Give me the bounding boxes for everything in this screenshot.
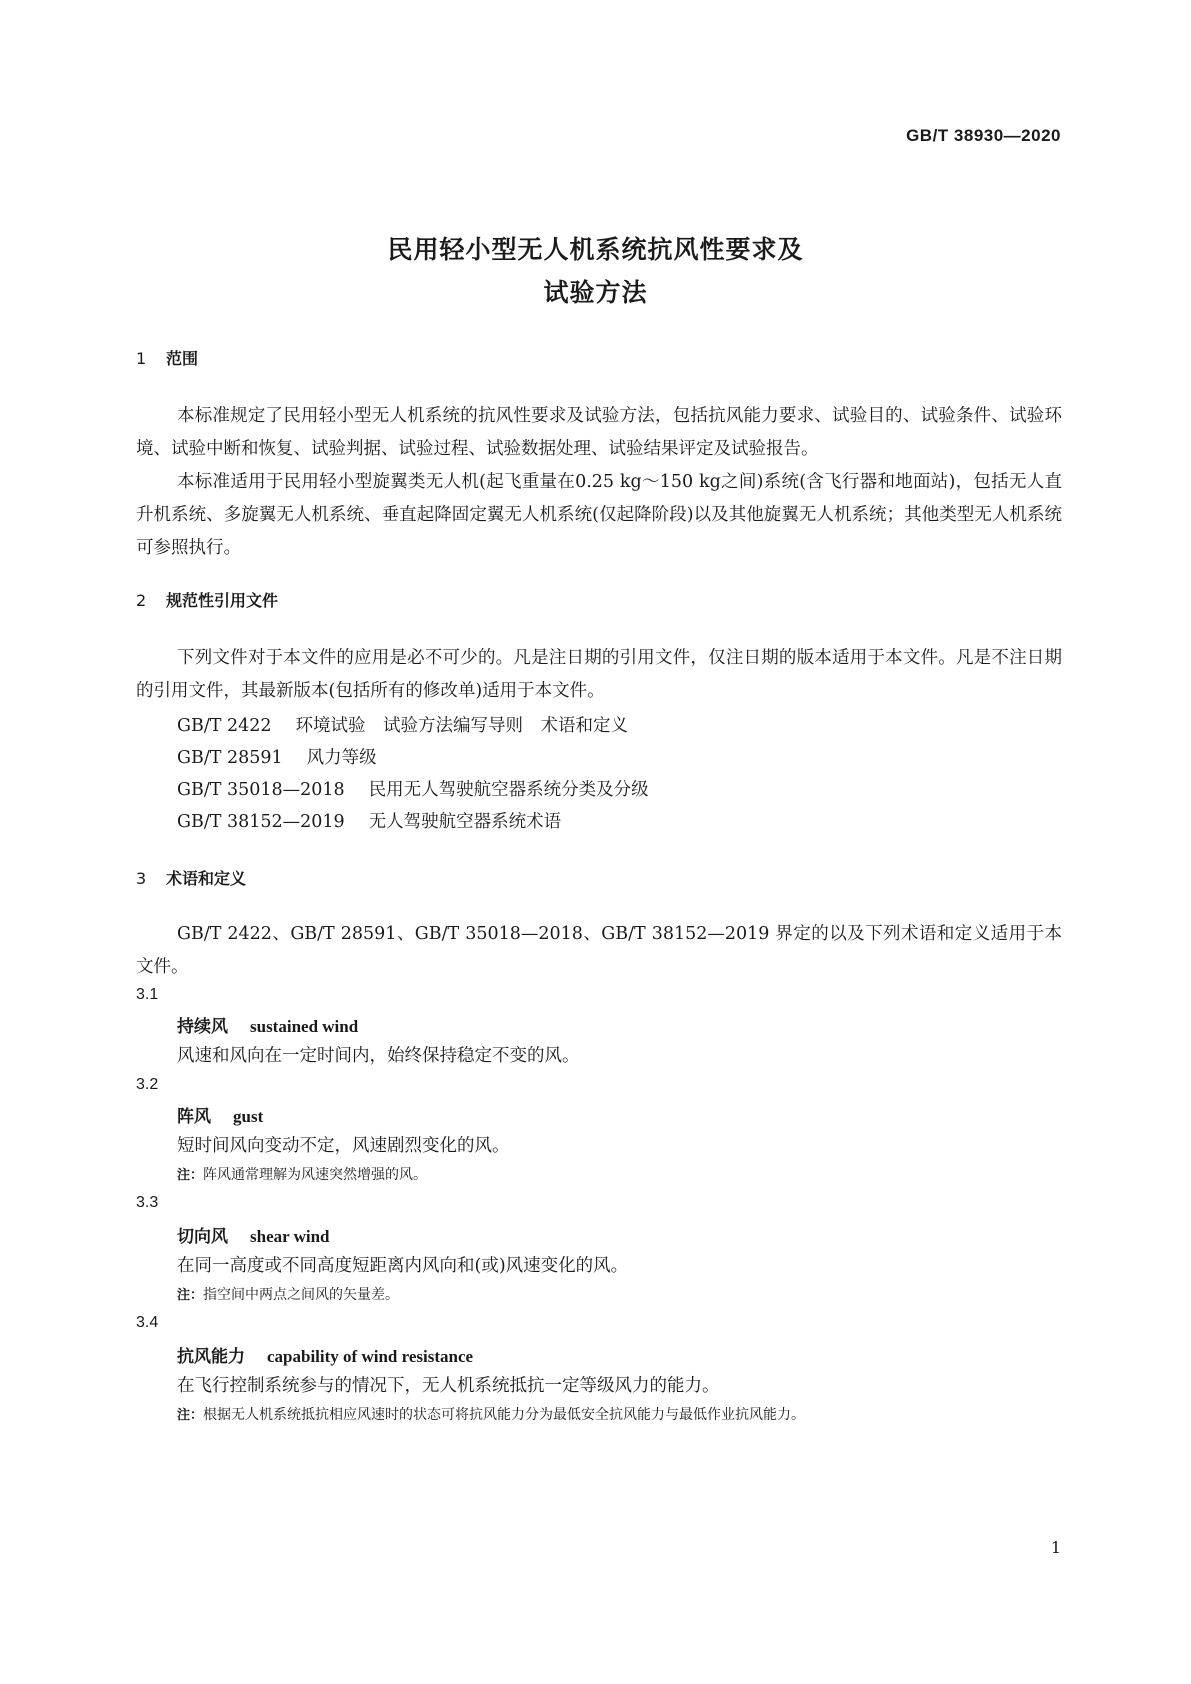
term-english: gust	[233, 1107, 264, 1126]
note-label: 注：	[177, 1168, 204, 1183]
note-text: 根据无人机系统抵抗相应风速时的状态可将抗风能力分为最低安全抗风能力与最低作业抗风能力。	[203, 1407, 806, 1423]
note-label: 注：	[177, 1408, 204, 1423]
term-chinese: 阵风	[177, 1107, 211, 1127]
section-number: 3	[136, 869, 147, 888]
term-definition: 在同一高度或不同高度短距离内风向和(或)风速变化的风。	[177, 1256, 629, 1276]
term-heading	[177, 1222, 330, 1247]
section-heading-3	[136, 866, 246, 889]
term-chinese: 持续风	[177, 1017, 228, 1037]
term-chinese: 切向风	[177, 1227, 228, 1247]
term-note	[177, 1404, 805, 1424]
term-note	[177, 1284, 399, 1304]
reference-name: 无人驾驶航空器系统术语	[368, 812, 562, 832]
note-text: 指空间中两点之间风的矢量差。	[203, 1287, 400, 1303]
paragraph-normative-refs: 下列文件对于本文件的应用是必不可少的。凡是注日期的引用文件，仅注日期的版本适用于本文件。凡是不注日期的引用文件，其最新版本(包括所有的修改单)适用于本文件。	[136, 648, 1062, 701]
section-number: 2	[136, 591, 147, 610]
reference-item	[177, 744, 377, 769]
section-title: 规范性引用文件	[166, 591, 279, 610]
section-number: 1	[136, 349, 147, 368]
reference-item	[177, 808, 561, 833]
term-definition: 风速和风向在一定时间内，始终保持稳定不变的风。	[177, 1046, 580, 1066]
paragraph-terms-intro: GB/T 2422、GB/T 28591、GB/T 35018—2018、GB/T 38152—2019 界定的以及下列术语和定义适用于本文件。	[136, 924, 1062, 977]
term-chinese: 抗风能力	[177, 1347, 245, 1367]
document-title	[0, 228, 1191, 314]
section-title: 范围	[166, 349, 199, 368]
reference-name: 风力等级	[306, 748, 377, 768]
clause-number: 3.3	[136, 1194, 159, 1211]
reference-name: 民用无人驾驶航空器系统分类及分级	[368, 780, 649, 800]
term-english: capability of wind resistance	[267, 1347, 474, 1366]
note-text: 阵风通常理解为风速突然增强的风。	[203, 1167, 428, 1183]
reference-item	[177, 776, 649, 801]
term-heading	[177, 1102, 263, 1127]
title-line-1: 民用轻小型无人机系统抗风性要求及	[387, 235, 804, 264]
reference-code: GB/T 28591	[177, 748, 283, 768]
reference-code: GB/T 38152—2019	[177, 812, 345, 832]
term-english: shear wind	[250, 1227, 330, 1246]
section-title: 术语和定义	[166, 869, 247, 888]
paragraph-scope-1: 本标准规定了民用轻小型无人机系统的抗风性要求及试验方法，包括抗风能力要求、试验目的、试验条件、试验环境、试验中断和恢复、试验判据、试验过程、试验数据处理、试验结果评定及试验报告。	[136, 406, 1062, 459]
term-english: sustained wind	[250, 1017, 359, 1036]
reference-item	[177, 712, 628, 737]
reference-name: 环境试验 试验方法编写导则 术语和定义	[295, 716, 629, 736]
title-line-2: 试验方法	[543, 278, 648, 307]
note-label: 注：	[177, 1288, 204, 1303]
clause-number: 3.1	[136, 986, 159, 1003]
standard-code: GB/T 38930—2020	[906, 126, 1061, 145]
section-heading-2	[136, 588, 278, 611]
clause-number: 3.2	[136, 1076, 159, 1093]
term-heading	[177, 1342, 473, 1367]
clause-number: 3.4	[136, 1314, 159, 1331]
term-definition: 短时间风向变动不定，风速剧烈变化的风。	[177, 1136, 510, 1156]
section-heading-1	[136, 346, 198, 369]
term-heading	[177, 1012, 358, 1037]
reference-code: GB/T 2422	[177, 716, 272, 736]
page-number: 1	[1050, 1538, 1061, 1557]
reference-code: GB/T 35018—2018	[177, 780, 345, 800]
paragraph-scope-2: 本标准适用于民用轻小型旋翼类无人机(起飞重量在0.25 kg～150 kg之间)系统(含飞行器和地面站)，包括无人直升机系统、多旋翼无人机系统、垂直起降固定翼无人机系统(仅起降阶段)以及其他旋翼无人机系统；其他类型无人机系统可参照执行。	[136, 472, 1062, 558]
term-definition: 在飞行控制系统参与的情况下，无人机系统抵抗一定等级风力的能力。	[177, 1376, 720, 1396]
term-note	[177, 1164, 427, 1184]
